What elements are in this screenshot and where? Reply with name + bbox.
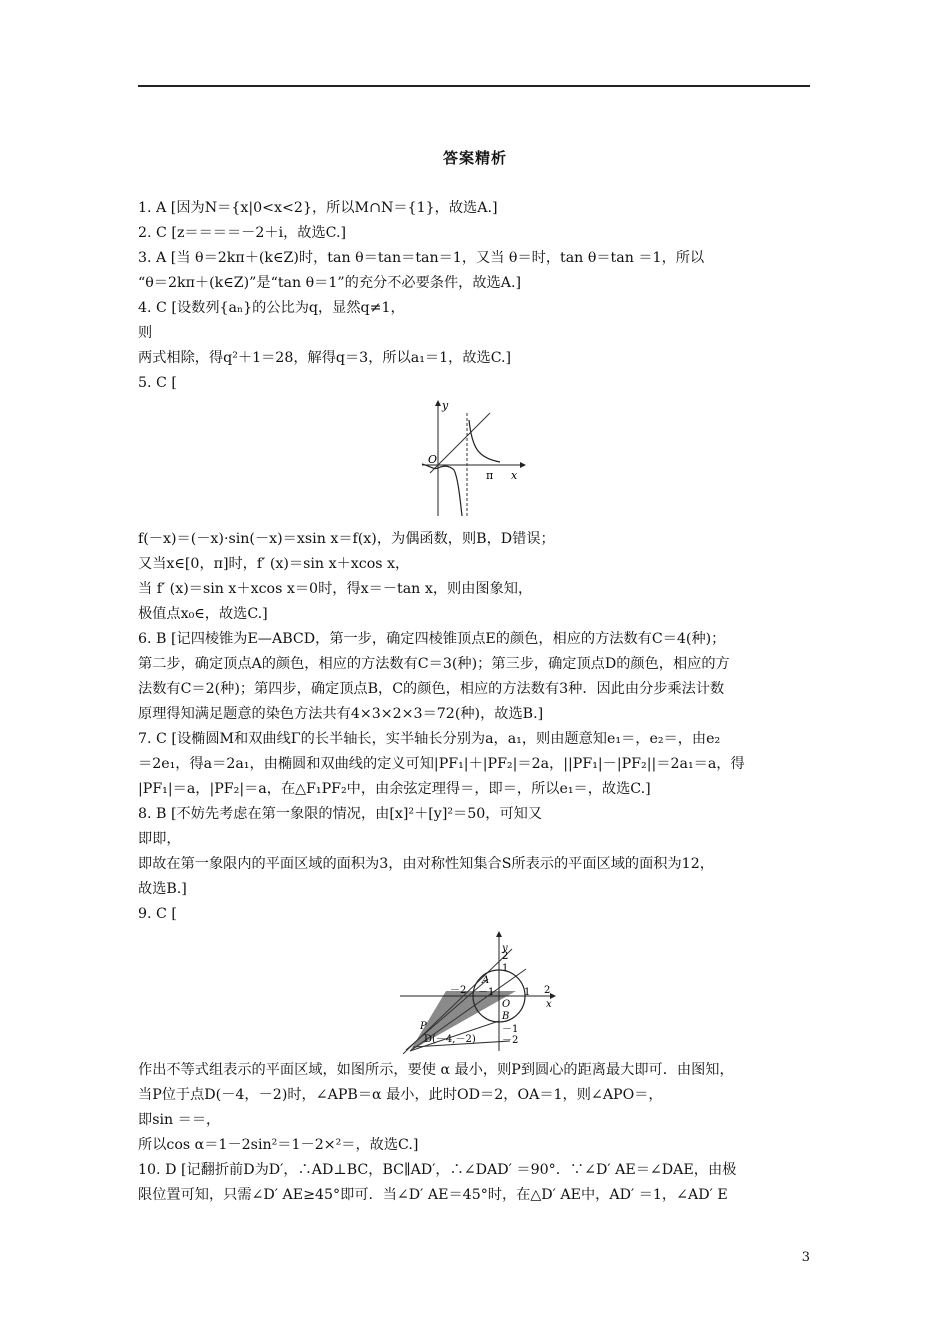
text-line: 即即， xyxy=(138,831,181,847)
text-line: 两式相除，得q²＋1＝28，解得q＝3，所以a₁＝1，故选C.] xyxy=(138,350,512,366)
text-line: 5. C [ xyxy=(138,375,177,391)
page-title: 答案精析 xyxy=(442,149,507,167)
text-line: 原理得知满足题意的染色方法共有4×3×2×3＝72(种)，故选B.] xyxy=(138,706,544,722)
text-line: 限位置可知，只需∠D′ AE≥45°即可．当∠D′ AE＝45°时，在△D′ AE中，AD′ ＝1，∠AD′ E xyxy=(138,1187,728,1203)
text-line: 故选B.] xyxy=(138,881,187,897)
axis-label: y xyxy=(502,943,508,954)
text-line: 2. C [z＝＝＝＝－2＋i，故选C.] xyxy=(138,225,347,241)
point-label: B xyxy=(502,1011,510,1022)
tick-label: －2 xyxy=(450,985,467,996)
axis-label: x xyxy=(546,999,552,1010)
text-line: 所以cos α＝1－2sin²＝1－2×²＝，故选C.] xyxy=(138,1137,419,1153)
tick-label: 1 xyxy=(524,987,531,998)
axis-label: y xyxy=(442,399,449,412)
origin-label: O xyxy=(502,999,511,1010)
text-line: 则 xyxy=(138,325,153,341)
function-graph-figure xyxy=(420,398,530,520)
tick-label: 2 xyxy=(502,951,509,962)
text-line: 法数有C＝2(种)；第四步，确定顶点B，C的颜色，相应的方法数有3种．因此由分步乘法计数 xyxy=(138,681,725,697)
page-number: 3 xyxy=(801,1250,810,1265)
text-line: 7. C [设椭圆M和双曲线Γ的长半轴长，实半轴长分别为a，a₁，则由题意知e₁＝，e₂＝，由e₂ xyxy=(138,731,721,747)
tick-label: －1 xyxy=(478,987,495,998)
text-line: 9. C [ xyxy=(138,906,177,922)
text-line: 作出不等式组表示的平面区域，如图所示，要使 α 最小，则P到圆心的距离最大即可．由图知， xyxy=(138,1062,734,1078)
text-line: 当 f′ (x)＝sin x＋xcos x＝0时，得x＝－tan x，则由图象知， xyxy=(138,581,533,597)
region-figure xyxy=(398,929,563,1054)
text-line: 8. B [不妨先考虑在第一象限的情况，由[x]²＋[y]²＝50，可知又 xyxy=(138,806,543,822)
tick-label: 1 xyxy=(502,963,509,974)
text-line: 6. B [记四棱锥为E—ABCD，第一步，确定四棱锥顶点E的颜色，相应的方法数有C＝4(种)； xyxy=(138,631,726,647)
text-line: 10. D [记翻折前D为D′，∴AD⊥BC，BC∥AD′，∴∠DAD′ ＝90°．∵∠D′ AE＝∠DAE，由极 xyxy=(138,1162,737,1178)
point-label: D(－4,－2) xyxy=(424,1034,476,1045)
tick-label: －2 xyxy=(502,1035,519,1046)
text-line: |PF₁|＝a，|PF₂|＝a，在△F₁PF₂中，由余弦定理得＝，即＝，所以e₁＝，故选C.] xyxy=(138,781,651,797)
text-line: 即故在第一象限内的平面区域的面积为3，由对称性知集合S所表示的平面区域的面积为12， xyxy=(138,856,714,872)
top-rule xyxy=(138,85,810,87)
text-line: f(－x)＝(－x)·sin(－x)＝xsin x＝f(x)，为偶函数，则B，D错误； xyxy=(138,531,555,547)
text-line: 第二步，确定顶点A的颜色，相应的方法数有C＝3(种)；第三步，确定顶点D的颜色，相应的方 xyxy=(138,656,730,672)
text-line: 当P位于点D(－4，－2)时，∠APB＝α 最小，此时OD＝2，OA＝1，则∠APO＝， xyxy=(138,1087,663,1103)
axis-label: x xyxy=(511,469,518,482)
point-label: A xyxy=(482,975,490,986)
text-line: “θ＝2kπ＋(k∈Z)”是“tan θ＝1”的充分不必要条件，故选A.] xyxy=(138,275,522,291)
text-line: ＝2e₁，得a＝2a₁，由椭圆和双曲线的定义可知|PF₁|＋|PF₂|＝2a，||PF₁|－|PF₂||＝2a₁＝a，得 xyxy=(138,756,745,772)
tick-label: －1 xyxy=(502,1024,519,1035)
text-line: 4. C [设数列{aₙ}的公比为q，显然q≠1， xyxy=(138,300,405,316)
point-label: P xyxy=(420,1021,427,1032)
text-line: 又当x∈[0，π]时，f′ (x)＝sin x＋xcos x， xyxy=(138,556,410,572)
tick-label: π xyxy=(486,469,494,482)
text-line: 1. A [因为N＝{x|0<x<2}，所以M∩N＝{1}，故选A.] xyxy=(138,200,498,216)
tick-label: 2 xyxy=(544,985,551,996)
origin-label: O xyxy=(428,453,438,466)
text-line: 极值点x₀∈，故选C.] xyxy=(138,606,268,622)
text-line: 即sin ＝＝， xyxy=(138,1112,221,1128)
text-line: 3. A [当 θ＝2kπ＋(k∈Z)时，tan θ＝tan＝tan＝1，又当 θ＝时，tan θ＝tan ＝1，所以 xyxy=(138,250,705,266)
